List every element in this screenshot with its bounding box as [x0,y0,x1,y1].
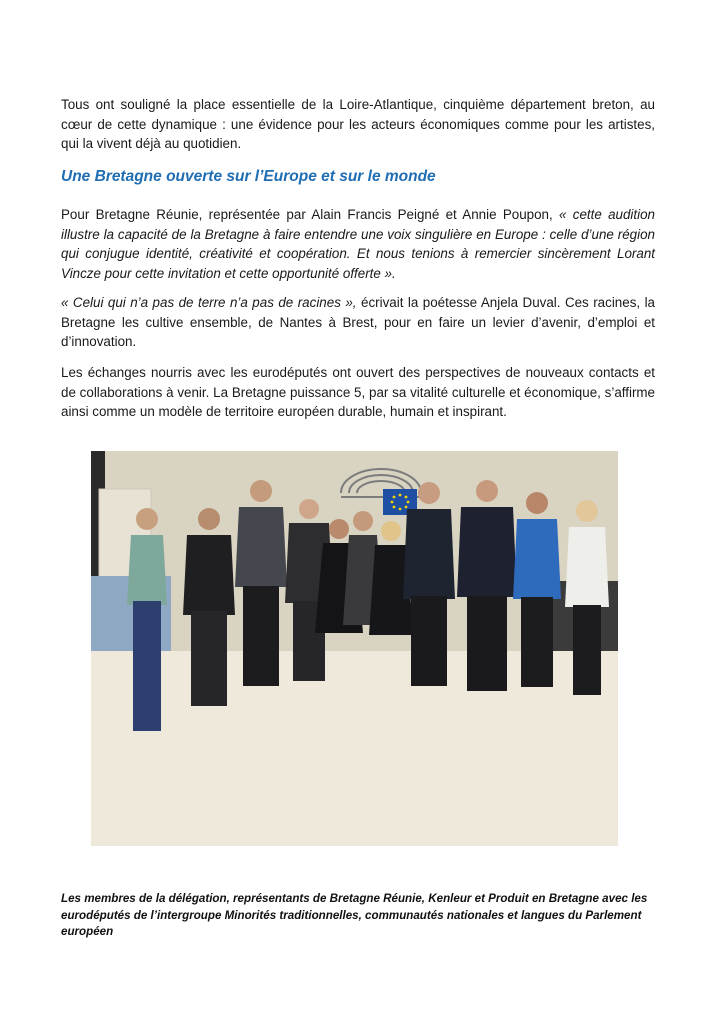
delegation-photo [91,451,618,846]
duval-quote: « Celui qui n’a pas de terre n’a pas de racines », [61,295,357,310]
duval-quote-rest: écrivait la poétesse Anjela Duval. Ces racines, la Bretagne les cultive ensemble, de Nantes à Brest, pour en faire un levier d’avenir, d’emploi et d’innovation. [61,295,655,349]
photo-caption: Les membres de la délégation, représentants de Bretagne Réunie, Kenleur et Produit en Bretagne avec les eurodéputés de l’intergroupe Minorités traditionnelles, communautés nationales et langues du Parlement européen [61,892,648,938]
closing-paragraph: Les échanges nourris avec les eurodéputés ont ouvert des perspectives de nouveaux contacts et de collaborations à venir. La Bretagne puissance 5, par sa vitalité culturelle et économique, s’affirme ainsi comme un modèle de territoire européen durable, humain et inspirant. [61,365,655,419]
intro-paragraph: Tous ont souligné la place essentielle de la Loire-Atlantique, cinquième département breton, au cœur de cette dynamique : une évidence pour les acteurs économiques comme pour les artistes, qui la vivent déjà au quotidien. [61,97,655,151]
duval-quote-paragraph [61,293,655,352]
section-heading: Une Bretagne ouverte sur l’Europe et sur le monde [61,168,436,185]
quote-paragraph-bretagne-reunie [61,205,655,283]
quote-lead-text: Pour Bretagne Réunie, représentée par Alain Francis Peigné et Annie Poupon, [61,207,560,222]
quote-text: « cette audition illustre la capacité de la Bretagne à faire entendre une voix singulière en Europe : celle d’une région qui conjugue identité, créativité et coopération. Et nous tenions à remercier sincèrement Lorant Vincze pour cette invitation et cette opportunité offerte ». [61,207,656,281]
